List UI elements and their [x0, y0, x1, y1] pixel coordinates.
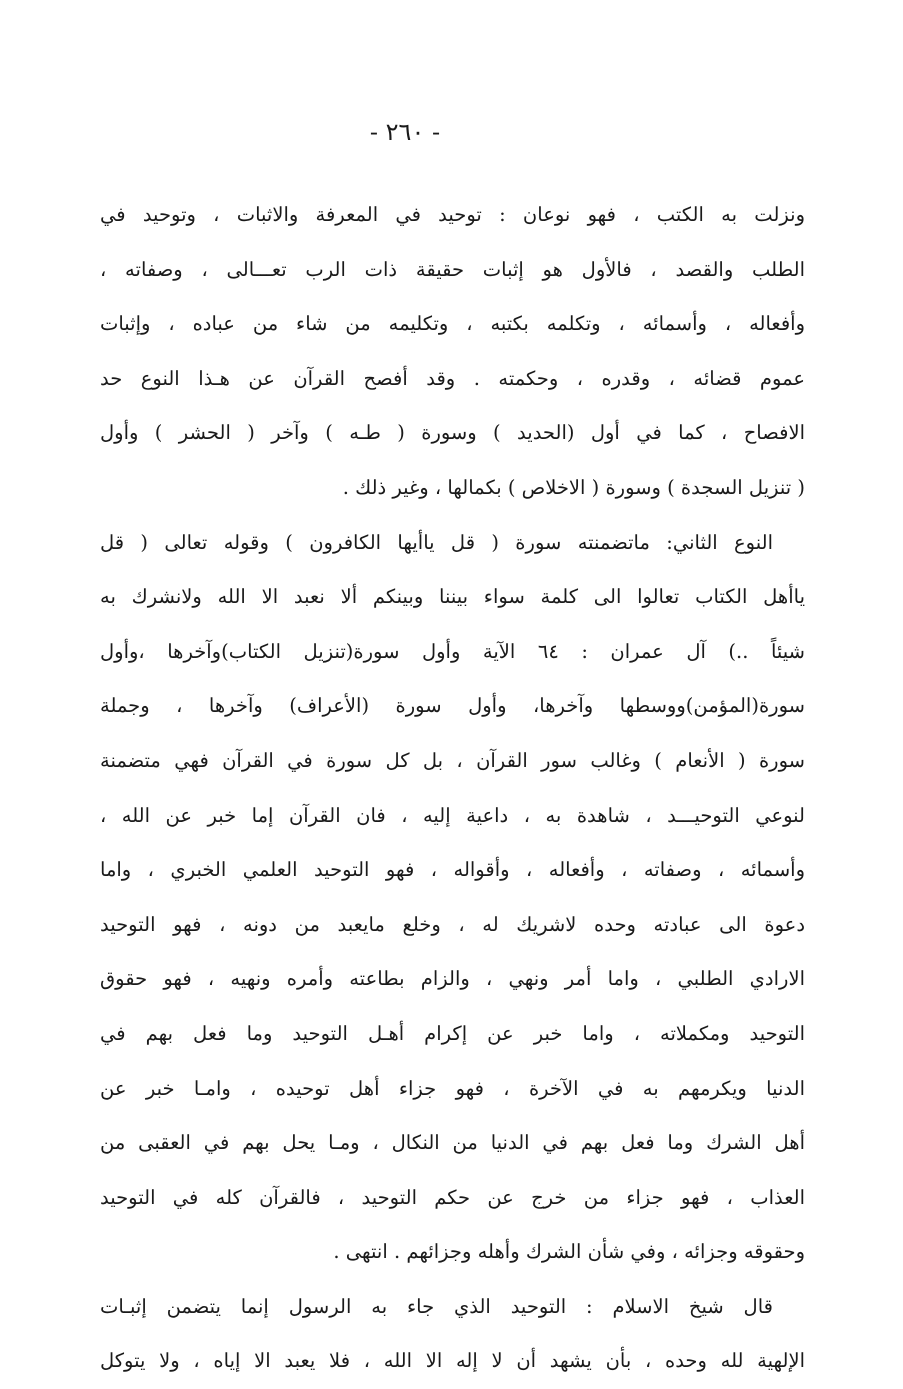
page-number: - ٢٦٠ - [369, 118, 441, 146]
text-line: أهل الشرك وما فعل بهم في الدنيا من النكال ، ومـا يحل بهم في العقبى من [100, 1131, 805, 1155]
text-line: التوحيد ومكملاته ، واما خبر عن إكرام أهـل التوحيد وما فعل بهم في [100, 1021, 805, 1045]
text-line: شيئاً ..) آل عمران : ٦٤ الآية وأول سورة(تنزيل الكتاب)وآخرها ،وأول [100, 639, 805, 663]
text-line: وأسمائه ، وصفاته ، وأفعاله ، وأقواله ، فهو التوحيد العلمي الخبري ، واما [100, 858, 805, 882]
text-line: الارادي الطلبي ، واما أمر ونهي ، والزام بطاعته وأمره ونهيه ، فهو حقوق [100, 967, 805, 991]
text-line: الإلهية لله وحده ، بأن يشهد أن لا إله الا الله ، فلا يعبد الا إياه ، ولا يتوكل [100, 1349, 805, 1373]
text-line: النوع الثاني: ماتضمنته سورة ( قل ياأيها الكافرون ) وقوله تعالى ( قل [100, 530, 773, 554]
text-line: سورة ( الأنعام ) وغالب سور القرآن ، بل كل سورة في القرآن فهي متضمنة [100, 748, 805, 772]
text-line: سورة(المؤمن)ووسطها وآخرها، وأول سورة (الأعراف) وآخرها ، وجملة [100, 694, 805, 718]
body-text [100, 188, 805, 1389]
text-line: لنوعي التوحيـــد ، شاهدة به ، داعية إليه ، فان القرآن إما خبر عن الله ، [100, 803, 805, 827]
text-line: ياأهل الكتاب تعالوا الى كلمة سواء بيننا وبينكم ألا نعبد الا الله ولانشرك به [100, 585, 805, 609]
text-line: الافصاح ، كما في أول (الحديد ) وسورة ( طـه ) وآخر ( الحشر ) وأول [100, 421, 805, 445]
text-line: ونزلت به الكتب ، فهو نوعان : توحيد في المعرفة والاثبات ، وتوحيد في [100, 203, 805, 226]
text-line: وحقوقه وجزائه ، وفي شأن الشرك وأهله وجزائهم . انتهى . [333, 1240, 805, 1264]
text-line: الطلب والقصد ، فالأول هو إثبات حقيقة ذات الرب تعـــالى ، وصفاته ، [100, 257, 805, 281]
text-line: وأفعاله ، وأسمائه ، وتكلمه بكتبه ، وتكليمه من شاء من عباده ، وإثبات [100, 312, 805, 336]
text-line: الدنيا ويكرمهم به في الآخرة ، فهو جزاء أهل توحيده ، وامـا خبر عن [100, 1076, 805, 1100]
text-line: قال شيخ الاسلام : التوحيد الذي جاء به الرسول إنما يتضمن إثبـات [100, 1294, 773, 1318]
text-line: ( تنزيل السجدة ) وسورة ( الاخلاص ) بكمالها ، وغير ذلك . [342, 475, 805, 499]
text-line: عموم قضائه ، وقدره ، وحكمته . وقد أفصح القرآن عن هـذا النوع حد [100, 366, 805, 390]
text-line: دعوة الى عبادته وحده لاشريك له ، وخلع مايعبد من دونه ، فهو التوحيد [100, 912, 805, 936]
text-line: العذاب ، فهو جزاء من خرج عن حكم التوحيد ، فالقرآن كله في التوحيد [100, 1185, 805, 1209]
